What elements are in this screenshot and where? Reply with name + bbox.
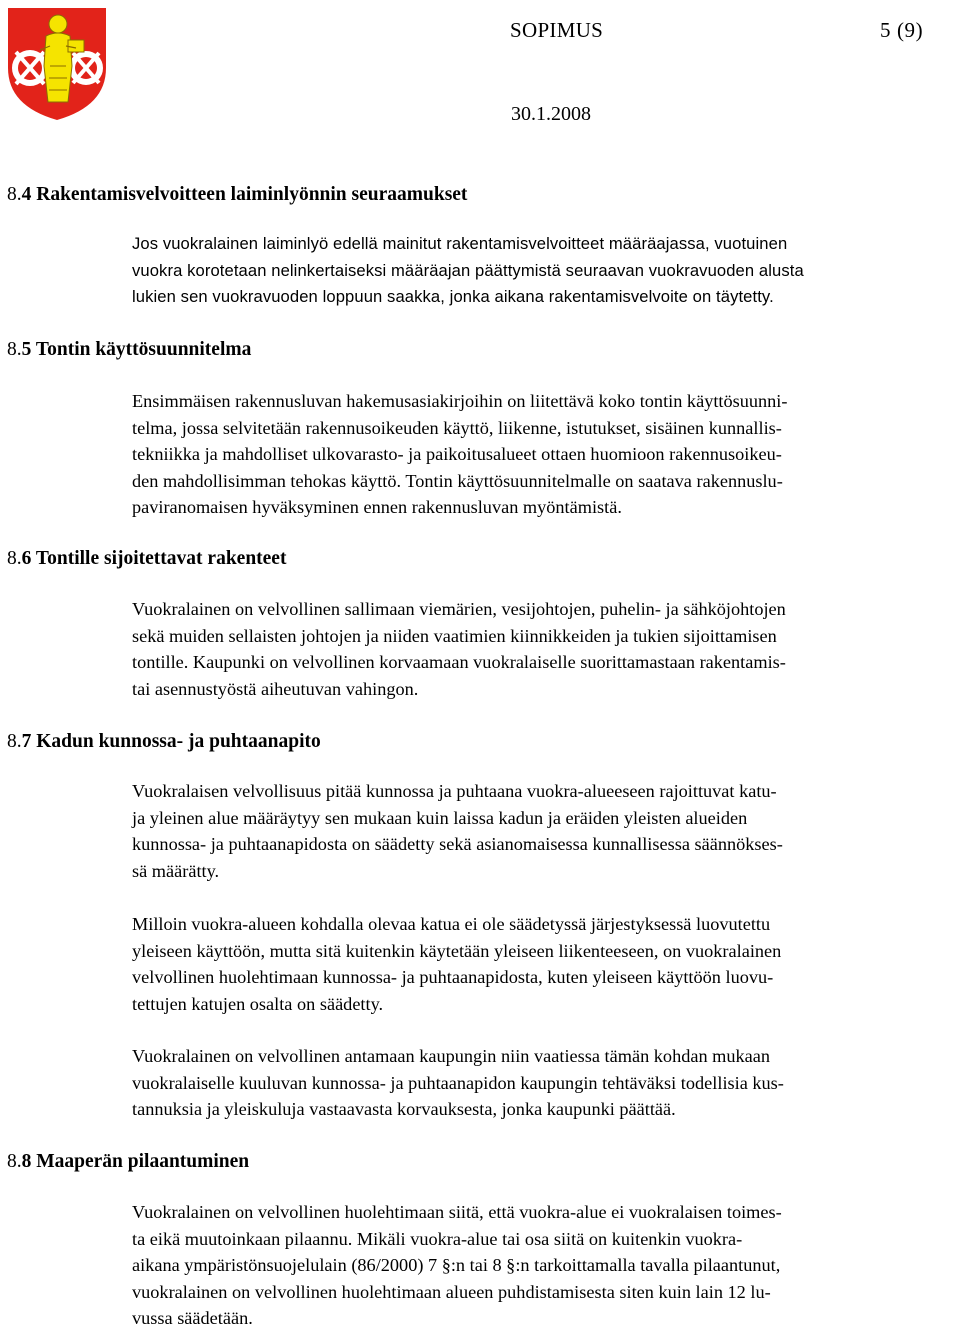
section-title: 5 Tontin käyttösuunnitelma <box>21 339 252 360</box>
section-number: 8. <box>7 184 22 205</box>
section-heading <box>7 731 321 753</box>
section-title: 8 Maaperän pilaantuminen <box>21 1151 250 1172</box>
section-number: 8. <box>7 1151 22 1172</box>
paragraph: Vuokralainen on velvollinen sallimaan viemärien, vesijohtojen, puhelin- ja sähköjohtojen sekä muiden sellaisten johtojen ja niiden vaatimien kiinnikkeiden ja tukien sijoittamisen tontille. Kaupunki on velvollinen korvaamaan vuokralaiselle suorittamastaan rakentamis- tai asennustyöstä aiheutuvan vahingon. <box>132 599 786 699</box>
section-number: 8. <box>7 731 22 752</box>
municipal-crest-icon <box>6 6 108 122</box>
section-number: 8. <box>7 339 22 360</box>
paragraph: Ensimmäisen rakennusluvan hakemusasiakirjoihin on liitettävä koko tontin käyttösuunni- telma, jossa selvitetään rakennusoikeuden käyttö, liikenne, istutukset, sisäinen kunnallis- tekniikka ja mahdolliset ulkovarasto- ja paikoitusalueet ottaen huomioon rakennusoikeu- den mahdollisimman tehokas käyttö. Tontin käyttösuunnitelmalle on saatava rakennuslu- paviranomaisen hyväksyminen ennen rakennusluvan myöntämistä. <box>132 391 788 517</box>
paragraph: Vuokralaisen velvollisuus pitää kunnossa ja puhtaana vuokra-alueeseen rajoittuvat katu- ja yleinen alue määräytyy sen mukaan kuin laissa kadun ja eräiden yleisten alueiden kunnossa- ja puhtaanapidosta on säädetty sekä asianomaisessa kunnallisessa säännökses- sä määrätty. <box>132 781 783 881</box>
section-title: 7 Kadun kunnossa- ja puhtaanapito <box>21 731 321 752</box>
section-title: 6 Tontille sijoitettavat rakenteet <box>21 548 287 569</box>
paragraph: Jos vuokralainen laiminlyö edellä mainitut rakentamisvelvoitteet määräajassa, vuotuinen vuokra korotetaan nelinkertaiseksi määräajan päättymistä seuraavan vuokravuoden alusta lukien sen vuokravuoden loppuun saakka, jonka aikana rakentamisvelvoite on täytetty. <box>132 234 804 306</box>
paragraph: Vuokralainen on velvollinen antamaan kaupungin niin vaatiessa tämän kohdan mukaan vuokralaiselle kuuluvan kunnossa- ja puhtaanapidon kaupungin tehtäväksi todellisia kus- tannuksia ja yleiskuluja vastaavasta korvauksesta, jonka kaupunki päättää. <box>132 1046 784 1119</box>
section-heading <box>7 184 467 206</box>
section-heading <box>7 339 251 361</box>
section-title: 4 Rakentamisvelvoitteen laiminlyönnin seuraamukset <box>21 184 468 205</box>
section-heading <box>7 548 286 570</box>
document-type: SOPIMUS <box>510 18 604 42</box>
paragraph: Vuokralainen on velvollinen huolehtimaan siitä, että vuokra-alue ei vuokralaisen toimes- ta eikä muutoinkaan pilaannu. Mikäli vuokra-alue tai osa siitä on kuitenkin vuokra- aikana ympäristönsuojelulain (86/2000) 7 §:n tai 8 §:n tarkoittamalla tavalla pilaantunut, vuokralainen on velvollinen huolehtimaan alueen puhdistamisesta siten kuin lain 12 lu- vussa säädetään. <box>132 1202 782 1328</box>
section-number: 8. <box>7 548 22 569</box>
page-number: 5 (9) <box>880 18 924 42</box>
paragraph: Milloin vuokra-alueen kohdalla olevaa katua ei ole säädetyssä järjestyksessä luovutettu yleiseen käyttöön, mutta sitä kuitenkin käytetään yleiseen liikenteeseen, on vuokralainen velvollinen huolehtimaan kunnossa- ja puhtaanapidosta, kuten yleiseen käyttöön luovu- tettujen katujen osalta on säädetty. <box>132 914 782 1014</box>
document-date: 30.1.2008 <box>511 103 591 125</box>
section-heading <box>7 1151 249 1173</box>
